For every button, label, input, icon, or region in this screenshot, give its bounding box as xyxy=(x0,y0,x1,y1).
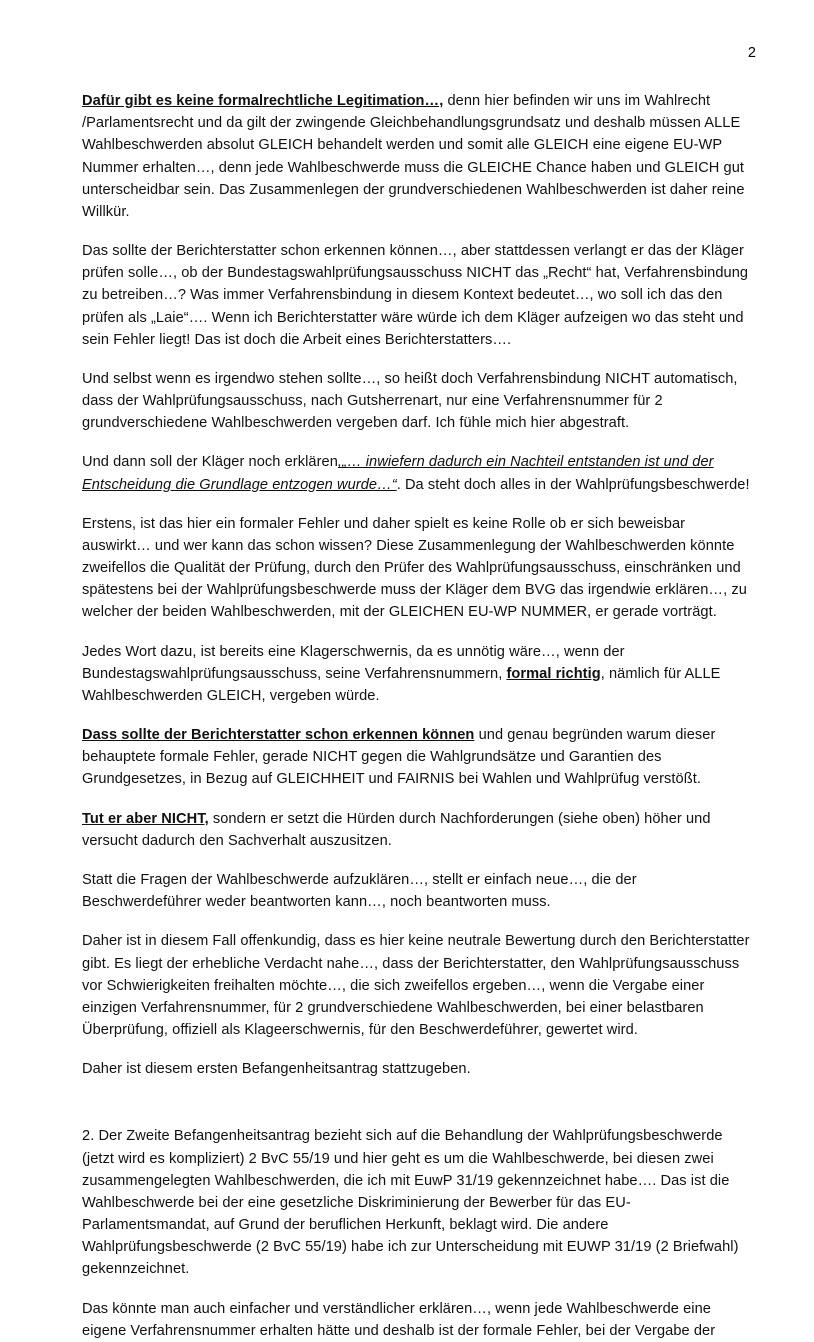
paragraph xyxy=(82,1125,754,1280)
text-run: sondern er setzt die Hürden durch Nachforderungen (siehe oben) höher und versucht dadurch den Sachverhalt auszusitzen. xyxy=(82,810,711,849)
paragraph xyxy=(82,724,754,791)
text-run: Erstens, ist das hier ein formaler Fehler und daher spielt es keine Rolle ob er sich beweisbar auswirkt… und wer kann das schon wissen? Diese Zusammenlegung der Wahlbeschwerden könnte zweifellos die Qualität der Prüfung, durch den Prüfer des Wahlprüfungsausschuss, einschränken und spätestens bei der Wahlprüfungsbeschwerde muss der Kläger dem BVG das irgendwie erklären…, zu welcher der beiden Wahlbeschwerden, mit der GLEICHEN EU-WP NUMMER, er gerade vorträgt. xyxy=(82,515,747,621)
text-run: denn hier befinden wir uns im Wahlrecht /Parlamentsrecht und da gilt der zwingende Gleichbehandlungsgrundsatz und deshalb müssen ALLE Wahlbeschwerden absolut GLEICH behandelt werden und somit alle GLEICH eine eigene EU-WP Nummer erhalten…, denn jede Wahlbeschwerde muss die GLEICHE Chance haben und GLEICH gut unterscheidbar sein. Das Zusammenlegen der grundverschiedenen Wahlbeschwerden ist daher reine Willkür. xyxy=(82,93,745,220)
paragraph xyxy=(82,808,754,852)
paragraph xyxy=(82,641,754,708)
paragraph xyxy=(82,240,754,351)
text-run: 2. Der Zweite Befangenheitsantrag bezieht sich auf die Behandlung der Wahlprüfungsbeschwerde (jetzt wird es kompliziert) 2 BvC 55/19 und hier geht es um die Wahlbeschwerde, bei diesen zwei zusammengelegten Wahlbeschwerden, die ich mit EuwP 31/19 gekennzeichnet habe…. Das ist die Wahlbeschwerde bei der eine gesetzliche Diskriminierung der Bewerber für das EU-Parlamentsmandat, auf Grund der beruflichen Herkunft, beklagt wird. Die andere Wahlprüfungsbeschwerde (2 BvC 55/19) habe ich zur Unterscheidung mit EUWP 31/19 (2 Briefwahl) gekennzeichnet. xyxy=(82,1128,739,1278)
text-run: Und dann soll der Kläger noch erklären xyxy=(82,454,338,471)
text-run: , nämlich für ALLE Wahlbeschwerden GLEICH, vergeben würde. xyxy=(82,665,721,704)
document-body xyxy=(82,90,754,1342)
paragraph xyxy=(82,1058,754,1080)
page-number: 2 xyxy=(747,45,756,61)
text-run-bold-underline: Tut er aber NICHT, xyxy=(82,810,209,827)
paragraph xyxy=(82,869,754,913)
paragraph xyxy=(82,1298,754,1342)
text-run: Das sollte der Berichterstatter schon erkennen können…, aber stattdessen verlangt er das der Kläger prüfen solle…, ob der Bundestagswahlprüfungsausschuss NICHT das „Recht“ hat, Verfahrensbindung zu betreiben…? Was immer Verfahrensbindung in diesem Kontext bedeutet…, wo soll ich das den prüfen als „Laie“…. Wenn ich Berichterstatter wäre würde ich dem Kläger aufzeigen wo das steht und sein Fehler liegt! Das ist doch die Arbeit eines Berichterstatters…. xyxy=(82,243,749,348)
text-run: und genau begründen warum dieser behauptete formale Fehler, gerade NICHT gegen die Wahlgrundsätze und Garantien des Grundgesetzes, in Bezug auf GLEICHHEIT und FAIRNIS bei Wahlen und Wahlprüfug verstößt. xyxy=(82,727,716,788)
text-run-bold-underline: Dafür gibt es keine formalrechtliche Legitimation…, xyxy=(82,93,444,109)
text-run: Und selbst wenn es irgendwo stehen sollte…, so heißt doch Verfahrensbindung NICHT automatisch, dass der Wahlprüfungsausschuss, nach Gutsherrenart, nur eine Verfahrensnummer für 2 grundverschiedene Wahlbeschwerden vergeben darf. Ich fühle mich hier abgestraft. xyxy=(82,370,738,432)
text-run: Daher ist in diesem Fall offenkundig, dass es hier keine neutrale Bewertung durch den Berichterstatter gibt. Es liegt der erhebliche Verdacht nahe…, dass der Berichterstatter, den Wahlprüfungsausschuss vor Schwierigkeiten freihalten möchte…, die sich zweifellos ergeben…, wenn die Vergabe einer einzigen Verfahrensnummer, für 2 grundverschiedene Wahlbeschwerden, bei einer belastbaren Überprüfung, offiziell als Klageerschwernis, für den Beschwerdeführer, gewertet wird. xyxy=(82,933,750,1039)
paragraph-spacer xyxy=(82,1097,754,1125)
text-run-bold-underline: formal richtig xyxy=(506,665,601,682)
text-run: . Da steht doch alles in der Wahlprüfungsbeschwerde! xyxy=(396,476,750,493)
text-run: Jedes Wort dazu, ist bereits eine Klagerschwernis, da es unnötig wäre…, wenn der Bundestagswahlprüfungsausschuss, seine Verfahrensnummern, xyxy=(82,643,625,682)
paragraph xyxy=(82,90,754,223)
text-run: Das könnte man auch einfacher und verständlicher erklären…, wenn jede Wahlbeschwerde eine eigene Verfahrensnummer erhalten hätte und deshalb ist der formale Fehler, bei der Vergabe der xyxy=(82,1300,716,1339)
paragraph xyxy=(82,930,754,1041)
paragraph xyxy=(82,513,754,624)
paragraph xyxy=(82,368,754,435)
text-run: Statt die Fragen der Wahlbeschwerde aufzuklären…, stellt er einfach neue…, die der Beschwerdeführer weder beantworten kann…, noch beantworten muss. xyxy=(82,871,637,911)
text-run-bold-underline: Dass sollte der Berichterstatter schon erkennen können xyxy=(82,727,475,744)
text-run-italic-underline: ,„… inwiefern dadurch ein Nachteil entstanden ist und der Entscheidung die Grundlage entzogen wurde…“ xyxy=(82,454,714,493)
text-run: Daher ist diesem ersten Befangenheitsantrag stattzugeben. xyxy=(82,1061,471,1078)
paragraph xyxy=(82,451,754,495)
